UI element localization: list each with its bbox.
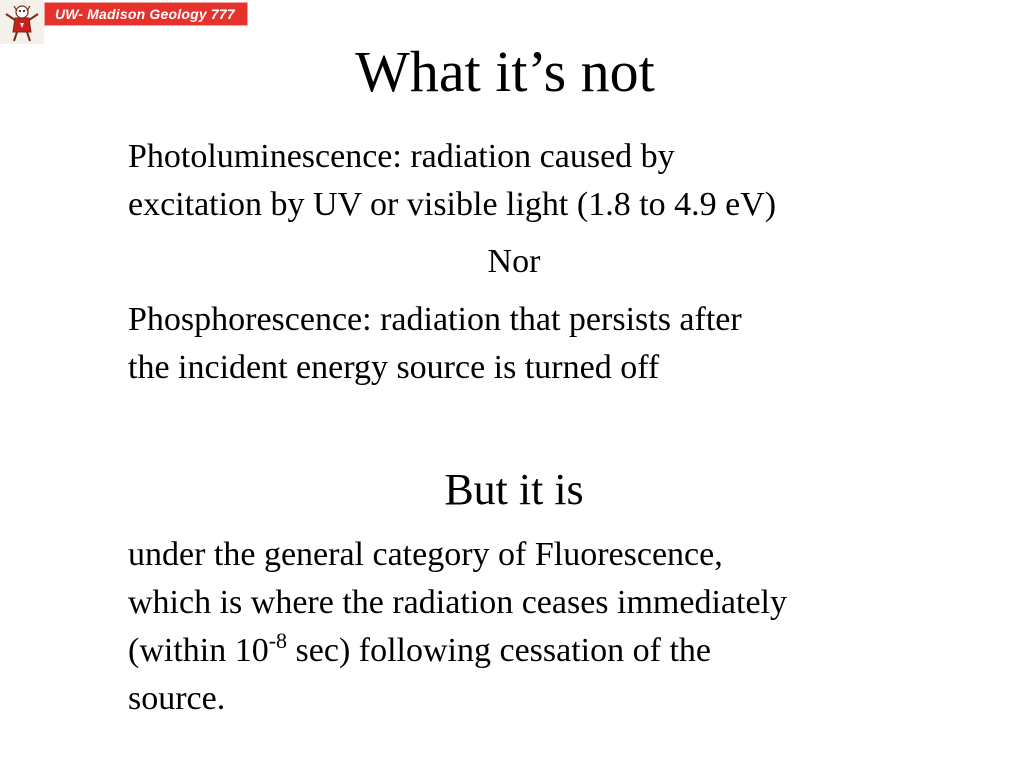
- paragraph-line: Photoluminescence: radiation caused by: [128, 138, 675, 175]
- photoluminescence-paragraph: [128, 133, 948, 229]
- fluorescence-paragraph: [128, 531, 948, 723]
- phosphorescence-paragraph: [128, 296, 948, 392]
- line-prefix: (within 10: [128, 632, 269, 669]
- subheading: But it is: [444, 465, 584, 514]
- slide-title: What it’s not: [355, 39, 655, 104]
- paragraph-line: the incident energy source is turned off: [128, 349, 660, 386]
- nor-separator: Nor: [487, 243, 541, 280]
- exponent: -8: [268, 628, 288, 653]
- line-suffix: sec) following cessation of the: [287, 632, 711, 669]
- paragraph-line: excitation by UV or visible light (1.8 to 4.9 eV): [128, 186, 777, 223]
- logo-banner: UW- Madison Geology 777: [44, 2, 248, 26]
- paragraph-line-with-exponent: [128, 627, 948, 675]
- paragraph-line: Phosphorescence: radiation that persists after: [128, 301, 742, 338]
- paragraph-line: under the general category of Fluorescence,: [128, 536, 723, 573]
- paragraph-line: which is where the radiation ceases immediately: [128, 584, 787, 621]
- paragraph-line: source.: [128, 680, 226, 717]
